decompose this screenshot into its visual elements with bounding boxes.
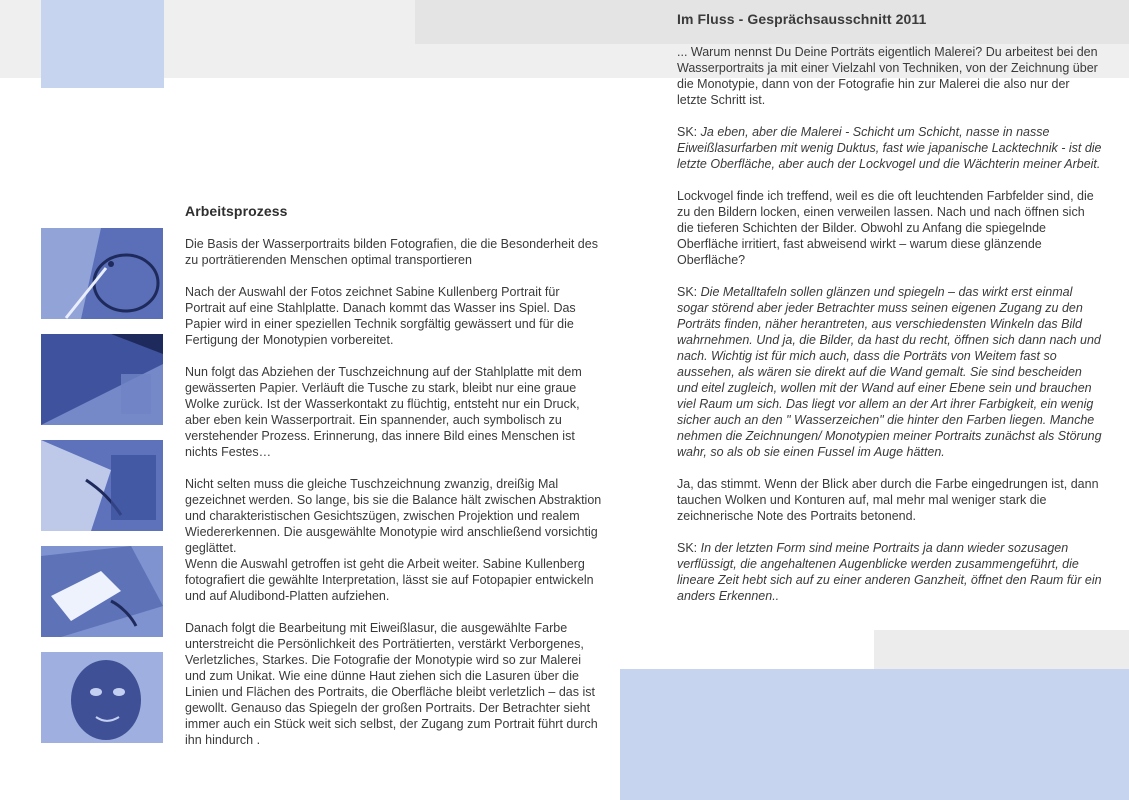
paragraph: Nicht selten muss die gleiche Tuschzeichnung zwanzig, dreißig Mal gezeichnet werden. So lange, bis sie die Balance hält zwischen Abstraktion und charakteristischen Gesichtszügen, zwischen Projektion und realem Wiedererkennen. Die ausgewählte Monotypie wird anschließend vorsichtig geglättet. xyxy=(185,477,602,555)
process-photo-paper xyxy=(41,334,163,425)
interview-answer xyxy=(677,124,1102,172)
paragraph: Nach der Auswahl der Fotos zeichnet Sabine Kullenberg Portrait für Portrait auf eine Stahlplatte. Danach kommt das Wasser ins Spiel. Das Papier wird in einer speziellen Technik sorgfältig gewässert und für die Fertigung der Monotypien vorbereitet. xyxy=(185,285,576,347)
speaker-label: SK: xyxy=(677,541,698,555)
process-photo-transfer xyxy=(41,440,163,531)
interview-question: Ja, das stimmt. Wenn der Blick aber durch die Farbe eingedrungen ist, dann tauchen Wolken und Konturen auf, mal mehr mal weniger stark die zeichnerische Note des Portraits betonend. xyxy=(677,477,1099,523)
answer-text: Ja eben, aber die Malerei - Schicht um Schicht, nasse in nasse Eiweißlasurfarben mit wenig Duktus, fast wie japanische Lacktechnik - ist die letzte Oberfläche, aber auch der Lockvogel und die Wächterin meiner Arbeit. xyxy=(677,125,1102,171)
process-photo-drawing xyxy=(41,228,163,319)
speaker-label: SK: xyxy=(677,125,698,139)
bottom-right-gray-block xyxy=(874,630,1129,670)
paragraph: Nun folgt das Abziehen der Tuschzeichnung auf der Stahlplatte mit dem gewässerten Papier. Verläuft die Tusche zu stark, bleibt nur eine graue Wolke zurück. Ist der Wasserkontakt zu flüchtig, entsteht nur ein Druck, aber eben kein Wasserportrait. Ein spannender, auch symbolisch zu verstehender Prozess. Erinnerung, das innere Bild eines Menschen ist nichts Festes… xyxy=(185,365,582,459)
paragraph: Wenn die Auswahl getroffen ist geht die Arbeit weiter. Sabine Kullenberg fotografiert die gewählte Interpretation, lässt sie auf Fotopapier entwickeln und auf Aludibond-Platten aufziehen. xyxy=(185,557,594,603)
section-heading-im-fluss: Im Fluss - Gesprächsausschnitt 2011 xyxy=(677,11,927,27)
answer-text: In der letzten Form sind meine Portraits ja dann wieder sozusagen verflüssigt, die angehaltenen Augenblicke werden zusammengeführt, die lineare Zeit hebt sich auf zu einer anderen Ganzheit, öffnet den Raum für ein anders Erkennen.. xyxy=(677,541,1102,603)
paragraph: Die Basis der Wasserportraits bilden Fotografien, die die Besonderheit des zu porträtierenden Menschen optimal transportieren xyxy=(185,237,598,267)
process-photo-ironing xyxy=(41,546,163,637)
interview-question: Lockvogel finde ich treffend, weil es die oft leuchtenden Farbfelder sind, die zu den Bildern locken, einen verweilen lassen. Nach und nach öffnen sich die tieferen Schichten der Bilder. Obwohl zu Anfang die spiegelnde Oberfläche irritiert, fast abweisend wirkt – warum diese glänzende Oberfläche? xyxy=(677,189,1094,267)
bottom-right-blue-block xyxy=(620,669,1129,800)
process-photo-portrait xyxy=(41,652,163,743)
speaker-label: SK: xyxy=(677,285,698,299)
top-left-blue-block xyxy=(41,0,164,88)
interview-answer xyxy=(677,540,1102,604)
left-text-column xyxy=(185,236,603,764)
paragraph: Danach folgt die Bearbeitung mit Eiweißlasur, die ausgewählte Farbe unterstreicht die Persönlichkeit des Porträtierten, verstärkt Verborgenes, Verletzliches, Starkes. Die Fotografie der Monotypie wird so zur Malerei und zum Unikat. Wie eine dünne Haut ziehen sich die Lasuren über die Linien und Flächen des Portraits, die Oberfläche bleibt verletzlich – das ist gewollt. Genauso das Spiegeln der großen Portraits. Der Betrachter sieht immer auch ein Stück weit sich selbst, der Zugang zum Portrait führt durch ihn hindurch . xyxy=(185,621,598,747)
section-heading-arbeitsprozess: Arbeitsprozess xyxy=(185,203,288,219)
interview-answer xyxy=(677,284,1102,460)
interview-question: ... Warum nennst Du Deine Porträts eigentlich Malerei? Du arbeitest bei den Wasserportraits ja mit einer Vielzahl von Techniken, von der Zeichnung über die Monotypie, dann von der Fotografie hin zur Malerei die also nur der letzte Schritt ist. xyxy=(677,45,1098,107)
answer-text: Die Metalltafeln sollen glänzen und spiegeln – das wirkt erst einmal sogar störend aber jeder Betrachter muss seinen eigenen Zugang zu den Porträts finden, näher herantreten, aus verschiedensten Winkeln das Bild wahrnehmen. Und ja, die Bilder, da hast du recht, öffnen sich dann nach und nach. Wichtig ist für mich auch, dass die Porträts von Weitem fast so aussehen, als wären sie direkt auf die Wand gemalt. Sie sind bescheiden und eitel zugleich, wollen mit der Wand auf einer Ebene sein und brauchen viel Raum um sich. Das liegt vor allem an der Art ihrer Farbigkeit, ein wenig sicher auch an den " Wasserzeichen" die hinter den Farben liegen. Manche nehmen die Zeichnungen/ Monotypien meiner Portraits zunächst als Störung wahr, so als ob sie einen Fussel im Auge hätten. xyxy=(677,285,1102,459)
interview-text-column xyxy=(677,44,1102,620)
